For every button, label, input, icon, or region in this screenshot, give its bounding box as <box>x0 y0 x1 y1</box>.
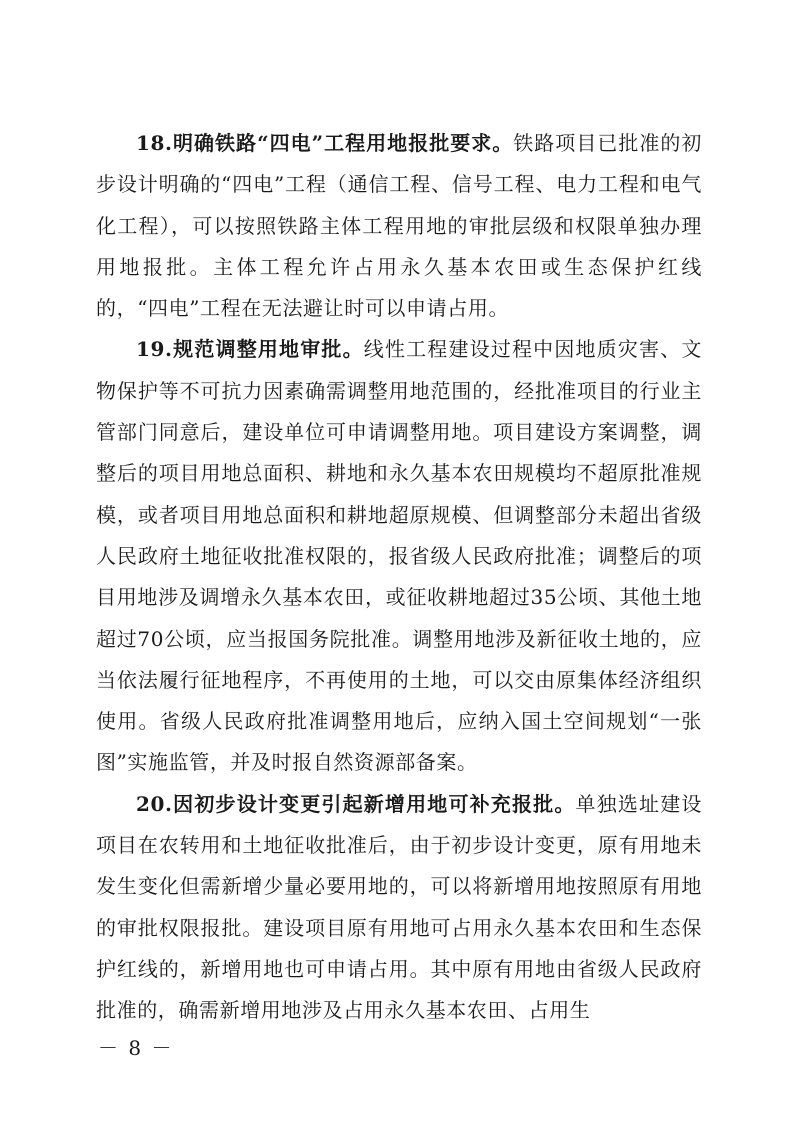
paragraph-19-heading: 19.规范调整用地审批。 <box>136 337 364 362</box>
paragraph-19 <box>96 329 702 783</box>
paragraph-20 <box>96 784 702 1032</box>
paragraph-18 <box>96 123 702 329</box>
page-number: － 8 － <box>98 1036 174 1060</box>
document-body <box>96 123 702 1032</box>
paragraph-20-body: 单独选址建设项目在农转用和土地征收批准后，由于初步设计变更，原有用地未发生变化但需新增少量必要用地的，可以将新增用地按照原有用地的审批权限报批。建设项目原有用地可占用永久基本农田和生态保护红线的，新增用地也可申请占用。其中原有用地由省级人民政府批准的，确需新增用地涉及占用永久基本农田、占用生 <box>96 791 702 1023</box>
paragraph-19-body: 线性工程建设过程中因地质灾害、文物保护等不可抗力因素确需调整用地范围的，经批准项目的行业主管部门同意后，建设单位可申请调整用地。项目建设方案调整，调整后的项目用地总面积、耕地和永久基本农田规模均不超原批准规模，或者项目用地总面积和耕地超原规模、但调整部分未超出省级人民政府土地征收批准权限的，报省级人民政府批准；调整后的项目用地涉及调增永久基本农田，或征收耕地超过35公顷、其他土地超过70公顷，应当报国务院批准。调整用地涉及新征收土地的，应当依法履行征地程序，不再使用的土地，可以交由原集体经济组织使用。省级人民政府批准调整用地后，应纳入国土空间规划“一张图”实施监管，并及时报自然资源部备案。 <box>96 337 702 775</box>
paragraph-18-heading: 18.明确铁路“四电”工程用地报批要求。 <box>136 131 514 155</box>
paragraph-18-body: 铁路项目已批准的初步设计明确的“四电”工程（通信工程、信号工程、电力工程和电气化工程），可以按照铁路主体工程用地的审批层级和权限单独办理用地报批。主体工程允许占用永久基本农田或生态保护红线的，“四电”工程在无法避让时可以申请占用。 <box>96 131 702 321</box>
paragraph-20-heading: 20.因初步设计变更引起新增用地可补充报批。 <box>136 791 576 816</box>
